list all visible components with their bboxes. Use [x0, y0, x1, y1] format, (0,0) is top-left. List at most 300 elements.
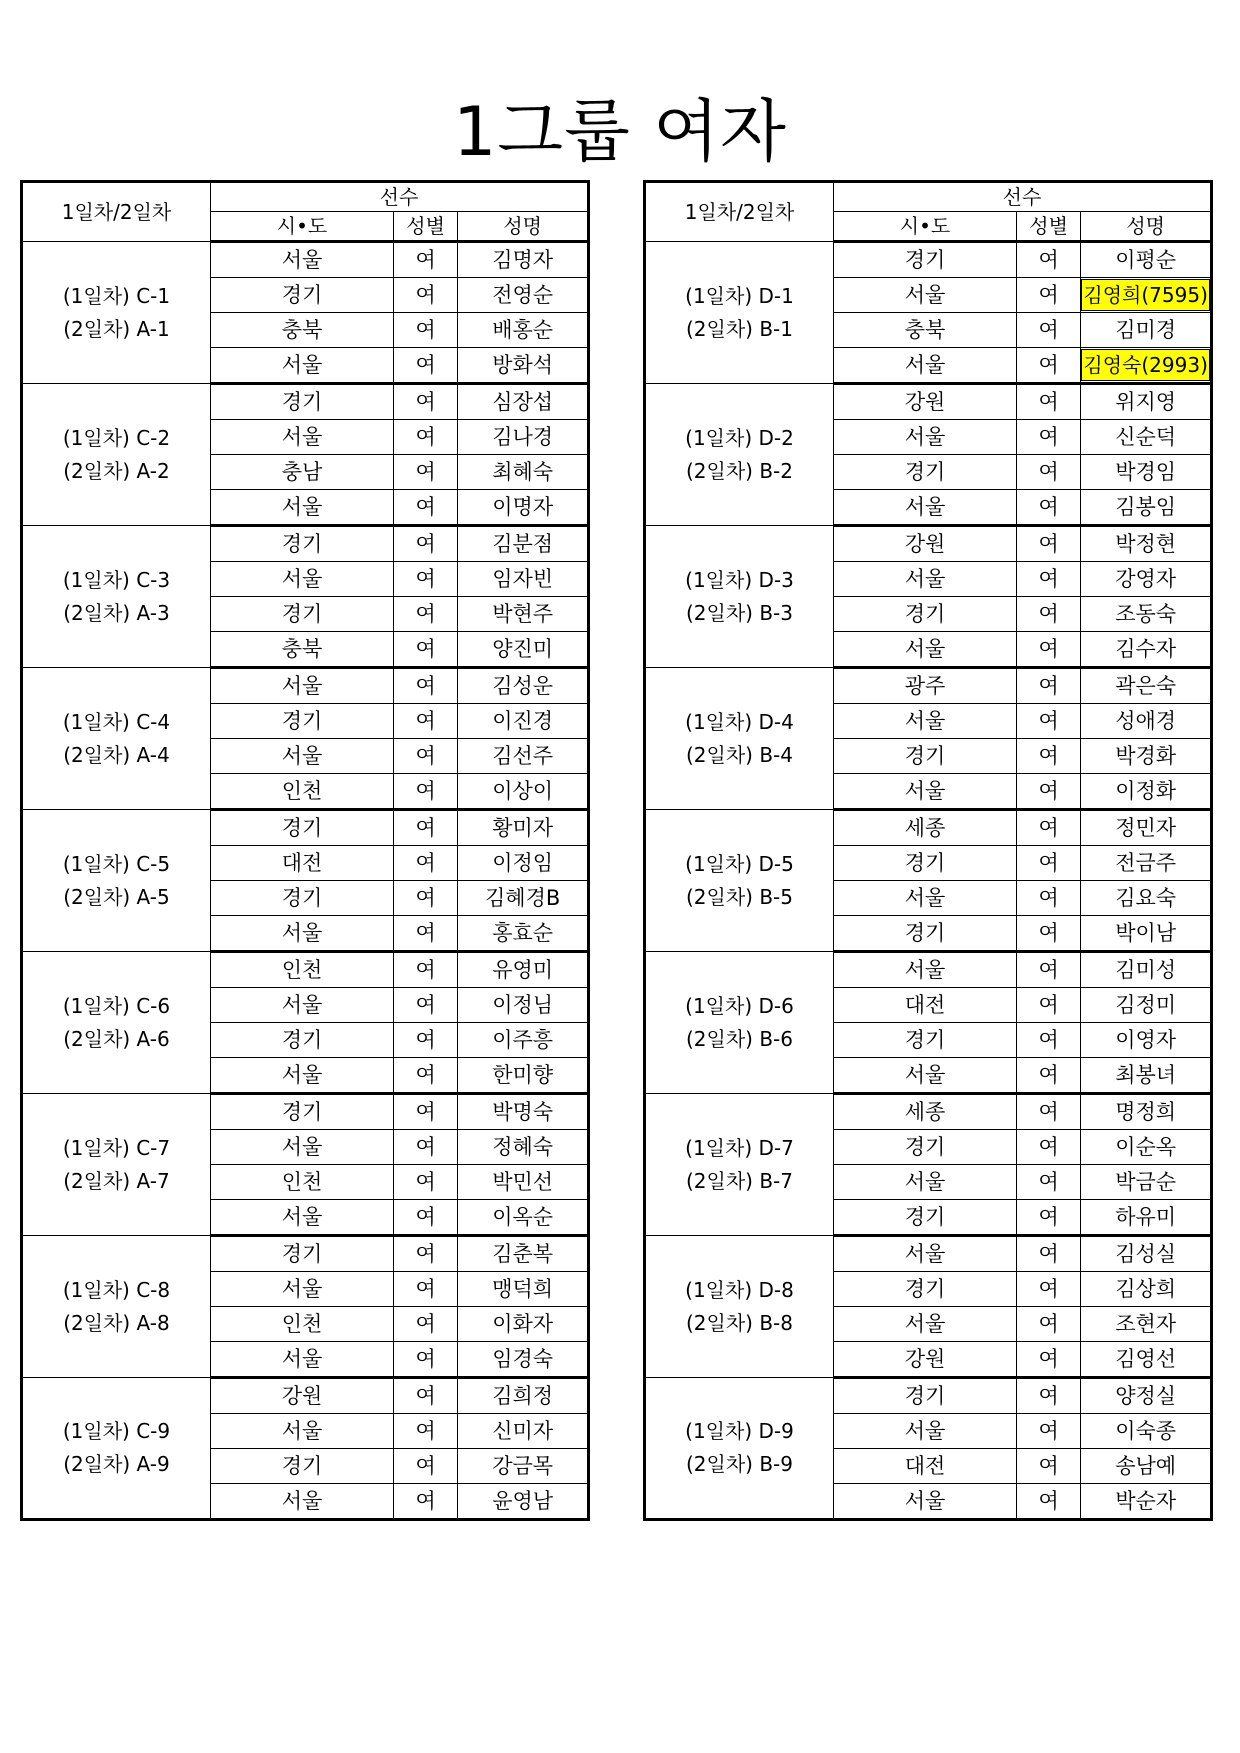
player-region: 서울 [834, 1058, 1017, 1094]
player-gender: 여 [1016, 774, 1080, 810]
player-gender: 여 [1016, 1094, 1080, 1130]
player-gender: 여 [393, 1094, 457, 1130]
player-gender: 여 [1016, 1272, 1080, 1307]
day1-court: (1일차) C-4 [62, 709, 171, 734]
player-region: 서울 [211, 1414, 394, 1449]
player-name [1081, 348, 1212, 384]
player-name [1081, 278, 1212, 313]
player-gender: 여 [393, 810, 457, 846]
player-name: 이명자 [458, 490, 589, 526]
player-region: 서울 [834, 704, 1017, 739]
table-row [645, 952, 1212, 988]
group-label [645, 1378, 834, 1520]
player-name: 김희정 [458, 1378, 589, 1414]
player-gender: 여 [1016, 739, 1080, 774]
day2-court: (2일차) B-9 [686, 1452, 793, 1476]
player-name: 송남예 [1081, 1449, 1212, 1484]
player-gender: 여 [1016, 988, 1080, 1023]
player-name: 유영미 [458, 952, 589, 988]
player-region: 경기 [211, 704, 394, 739]
player-region: 서울 [211, 1058, 394, 1094]
player-gender: 여 [1016, 952, 1080, 988]
player-region: 서울 [211, 1272, 394, 1307]
player-gender: 여 [1016, 1307, 1080, 1342]
player-gender: 여 [1016, 313, 1080, 348]
player-region: 경기 [211, 1023, 394, 1058]
player-gender: 여 [1016, 562, 1080, 597]
day1-court: (1일차) D-7 [685, 1135, 794, 1160]
group-label [22, 1378, 211, 1520]
player-region: 강원 [834, 1342, 1017, 1378]
player-name: 조동숙 [1081, 597, 1212, 632]
player-name: 조현자 [1081, 1307, 1212, 1342]
day1-court: (1일차) C-3 [62, 567, 171, 592]
header-day: 1일차/2일차 [22, 182, 211, 242]
player-name: 신미자 [458, 1414, 589, 1449]
player-name: 박민선 [458, 1165, 589, 1200]
player-region: 서울 [211, 490, 394, 526]
player-name: 윤영남 [458, 1484, 589, 1520]
table-row [22, 952, 589, 988]
day1-court: (1일차) D-9 [685, 1419, 794, 1443]
player-region: 충북 [834, 313, 1017, 348]
header-region: 시•도 [211, 212, 394, 242]
player-gender: 여 [393, 1378, 457, 1414]
player-gender: 여 [393, 384, 457, 420]
player-name: 이상이 [458, 774, 589, 810]
day1-court: (1일차) C-9 [62, 1419, 171, 1443]
player-gender: 여 [393, 1272, 457, 1307]
player-gender: 여 [393, 952, 457, 988]
player-name: 김혜경B [458, 881, 589, 916]
player-name: 김춘복 [458, 1236, 589, 1272]
player-region: 경기 [834, 242, 1017, 278]
player-region: 서울 [834, 632, 1017, 668]
player-gender: 여 [1016, 455, 1080, 490]
player-gender: 여 [1016, 1378, 1080, 1414]
player-gender: 여 [393, 1449, 457, 1484]
day1-court: (1일차) D-2 [685, 425, 794, 450]
group-label [645, 526, 834, 668]
player-gender: 여 [1016, 1236, 1080, 1272]
highlighted-name: 김영희(7595) [1081, 279, 1209, 311]
player-name: 김명자 [458, 242, 589, 278]
player-name: 전영순 [458, 278, 589, 313]
player-gender: 여 [1016, 1165, 1080, 1200]
player-gender: 여 [393, 1058, 457, 1094]
player-gender: 여 [1016, 632, 1080, 668]
player-name: 김정미 [1081, 988, 1212, 1023]
player-name: 명정희 [1081, 1094, 1212, 1130]
player-region: 경기 [834, 1130, 1017, 1165]
day2-court: (2일차) A-2 [63, 458, 170, 483]
day2-court: (2일차) A-1 [63, 316, 170, 341]
player-region: 광주 [834, 668, 1017, 704]
player-name: 양정실 [1081, 1378, 1212, 1414]
player-gender: 여 [393, 455, 457, 490]
table-row [645, 526, 1212, 562]
player-name: 위지영 [1081, 384, 1212, 420]
table-row [645, 810, 1212, 846]
player-name: 홍효순 [458, 916, 589, 952]
day1-court: (1일차) D-8 [685, 1277, 794, 1302]
player-name: 이순옥 [1081, 1130, 1212, 1165]
player-name: 황미자 [458, 810, 589, 846]
player-name: 양진미 [458, 632, 589, 668]
header-region: 시•도 [834, 212, 1017, 242]
group-table-right [643, 180, 1213, 1521]
player-gender: 여 [393, 348, 457, 384]
day2-court: (2일차) A-4 [63, 742, 170, 767]
player-gender: 여 [393, 242, 457, 278]
player-gender: 여 [1016, 846, 1080, 881]
player-name: 방화석 [458, 348, 589, 384]
player-gender: 여 [1016, 526, 1080, 562]
player-name: 맹덕희 [458, 1272, 589, 1307]
group-label [22, 810, 211, 952]
player-region: 인천 [211, 1307, 394, 1342]
table-row [22, 526, 589, 562]
player-region: 충북 [211, 632, 394, 668]
player-region: 세종 [834, 810, 1017, 846]
header-name: 성명 [1081, 212, 1212, 242]
player-region: 서울 [834, 1414, 1017, 1449]
player-gender: 여 [393, 1236, 457, 1272]
player-name: 최봉녀 [1081, 1058, 1212, 1094]
player-region: 충남 [211, 455, 394, 490]
header-gender: 성별 [1016, 212, 1080, 242]
player-region: 경기 [834, 916, 1017, 952]
group-table-left [20, 180, 590, 1521]
player-region: 서울 [834, 562, 1017, 597]
group-label [645, 384, 834, 526]
day1-court: (1일차) C-6 [62, 993, 171, 1018]
player-region: 서울 [834, 952, 1017, 988]
group-label [22, 668, 211, 810]
player-region: 서울 [211, 1484, 394, 1520]
group-label [22, 242, 211, 384]
player-region: 서울 [211, 1130, 394, 1165]
player-region: 대전 [834, 988, 1017, 1023]
player-gender: 여 [393, 881, 457, 916]
player-name: 임자빈 [458, 562, 589, 597]
player-name: 강영자 [1081, 562, 1212, 597]
player-region: 서울 [834, 490, 1017, 526]
player-region: 경기 [211, 597, 394, 632]
player-region: 경기 [211, 1449, 394, 1484]
player-region: 서울 [834, 420, 1017, 455]
player-region: 경기 [834, 1200, 1017, 1236]
page-title: 1그룹 여자 [453, 93, 787, 172]
player-region: 경기 [211, 384, 394, 420]
player-region: 서울 [834, 278, 1017, 313]
player-name: 박금순 [1081, 1165, 1212, 1200]
day2-court: (2일차) A-8 [63, 1310, 170, 1335]
player-region: 강원 [211, 1378, 394, 1414]
player-name: 김선주 [458, 739, 589, 774]
day1-court: (1일차) C-1 [62, 283, 171, 308]
player-region: 서울 [834, 348, 1017, 384]
player-gender: 여 [1016, 420, 1080, 455]
player-region: 서울 [834, 881, 1017, 916]
player-region: 서울 [211, 562, 394, 597]
player-region: 강원 [834, 526, 1017, 562]
table-row [22, 1094, 589, 1130]
day1-court: (1일차) C-8 [62, 1277, 171, 1302]
table-row [645, 242, 1212, 278]
day2-court: (2일차) B-4 [686, 742, 793, 767]
player-name: 박현주 [458, 597, 589, 632]
player-name: 김영선 [1081, 1342, 1212, 1378]
player-region: 경기 [834, 1378, 1017, 1414]
player-name: 이진경 [458, 704, 589, 739]
day2-court: (2일차) B-6 [686, 1026, 793, 1051]
player-gender: 여 [1016, 1342, 1080, 1378]
player-gender: 여 [393, 704, 457, 739]
player-gender: 여 [393, 1414, 457, 1449]
player-region: 서울 [211, 242, 394, 278]
player-region: 경기 [211, 1094, 394, 1130]
player-name: 정혜숙 [458, 1130, 589, 1165]
player-gender: 여 [1016, 1484, 1080, 1520]
player-name: 박경임 [1081, 455, 1212, 490]
player-gender: 여 [393, 632, 457, 668]
table-row [645, 668, 1212, 704]
player-region: 서울 [834, 774, 1017, 810]
player-region: 인천 [211, 1165, 394, 1200]
day1-court: (1일차) D-1 [685, 283, 794, 308]
player-gender: 여 [393, 668, 457, 704]
player-name: 최혜숙 [458, 455, 589, 490]
player-region: 경기 [211, 526, 394, 562]
player-name: 곽은숙 [1081, 668, 1212, 704]
player-name: 이정화 [1081, 774, 1212, 810]
player-gender: 여 [1016, 597, 1080, 632]
player-name: 신순덕 [1081, 420, 1212, 455]
player-name: 임경숙 [458, 1342, 589, 1378]
player-gender: 여 [1016, 490, 1080, 526]
player-gender: 여 [393, 1200, 457, 1236]
header-gender: 성별 [393, 212, 457, 242]
player-name: 김미성 [1081, 952, 1212, 988]
player-gender: 여 [393, 846, 457, 881]
group-label [645, 952, 834, 1094]
header-name: 성명 [458, 212, 589, 242]
day2-court: (2일차) A-3 [63, 600, 170, 625]
group-label [22, 384, 211, 526]
header-day: 1일차/2일차 [645, 182, 834, 242]
player-name: 하유미 [1081, 1200, 1212, 1236]
group-label [22, 526, 211, 668]
player-name: 이정님 [458, 988, 589, 1023]
group-label [22, 1236, 211, 1378]
player-region: 경기 [834, 1023, 1017, 1058]
table-row [22, 1378, 589, 1414]
group-label [22, 952, 211, 1094]
player-gender: 여 [393, 1307, 457, 1342]
player-gender: 여 [393, 1023, 457, 1058]
header-players: 선수 [211, 182, 589, 212]
day1-court: (1일차) C-7 [62, 1135, 171, 1160]
player-gender: 여 [1016, 1200, 1080, 1236]
table-row [22, 242, 589, 278]
player-region: 서울 [834, 1236, 1017, 1272]
player-gender: 여 [393, 313, 457, 348]
day1-court: (1일차) D-3 [685, 567, 794, 592]
player-name: 이정임 [458, 846, 589, 881]
day2-court: (2일차) A-9 [63, 1452, 170, 1476]
day2-court: (2일차) B-3 [686, 600, 793, 625]
day2-court: (2일차) B-8 [686, 1310, 793, 1335]
player-gender: 여 [1016, 1449, 1080, 1484]
player-name: 박경화 [1081, 739, 1212, 774]
player-name: 김나경 [458, 420, 589, 455]
player-region: 서울 [211, 668, 394, 704]
group-label [645, 1094, 834, 1236]
player-gender: 여 [393, 739, 457, 774]
player-name: 성애경 [1081, 704, 1212, 739]
player-region: 강원 [834, 384, 1017, 420]
player-name: 박정현 [1081, 526, 1212, 562]
player-region: 경기 [211, 881, 394, 916]
player-name: 박순자 [1081, 1484, 1212, 1520]
player-name: 정민자 [1081, 810, 1212, 846]
table-row [645, 1094, 1212, 1130]
player-gender: 여 [1016, 668, 1080, 704]
player-name: 이옥순 [458, 1200, 589, 1236]
player-name: 이주흥 [458, 1023, 589, 1058]
player-region: 경기 [834, 739, 1017, 774]
player-region: 인천 [211, 774, 394, 810]
player-name: 한미향 [458, 1058, 589, 1094]
player-name: 배홍순 [458, 313, 589, 348]
group-label [22, 1094, 211, 1236]
player-name: 김분점 [458, 526, 589, 562]
player-gender: 여 [1016, 1414, 1080, 1449]
player-region: 대전 [211, 846, 394, 881]
player-name: 이영자 [1081, 1023, 1212, 1058]
table-row [22, 1236, 589, 1272]
player-gender: 여 [393, 597, 457, 632]
player-gender: 여 [393, 916, 457, 952]
header-players: 선수 [834, 182, 1212, 212]
player-region: 대전 [834, 1449, 1017, 1484]
player-region: 경기 [834, 1272, 1017, 1307]
day2-court: (2일차) B-1 [686, 316, 793, 341]
player-region: 서울 [834, 1307, 1017, 1342]
player-gender: 여 [393, 420, 457, 455]
group-label [645, 242, 834, 384]
day1-court: (1일차) C-2 [62, 425, 171, 450]
player-gender: 여 [393, 1484, 457, 1520]
player-region: 서울 [211, 988, 394, 1023]
player-gender: 여 [1016, 1058, 1080, 1094]
group-label [645, 810, 834, 952]
player-region: 세종 [834, 1094, 1017, 1130]
highlighted-name: 김영숙(2993) [1081, 349, 1209, 381]
player-region: 경기 [834, 597, 1017, 632]
player-name: 이평순 [1081, 242, 1212, 278]
player-region: 서울 [211, 420, 394, 455]
player-name: 이화자 [458, 1307, 589, 1342]
player-name: 김미경 [1081, 313, 1212, 348]
player-name: 김봉임 [1081, 490, 1212, 526]
player-gender: 여 [393, 278, 457, 313]
player-name: 김성운 [458, 668, 589, 704]
group-table-body-right [645, 242, 1212, 1520]
player-gender: 여 [1016, 704, 1080, 739]
table-row [645, 1378, 1212, 1414]
player-region: 서울 [211, 916, 394, 952]
player-gender: 여 [393, 526, 457, 562]
player-region: 경기 [834, 455, 1017, 490]
player-name: 강금목 [458, 1449, 589, 1484]
player-region: 경기 [211, 810, 394, 846]
player-region: 서울 [834, 1165, 1017, 1200]
day2-court: (2일차) A-5 [63, 884, 170, 909]
player-name: 이숙종 [1081, 1414, 1212, 1449]
player-gender: 여 [393, 1130, 457, 1165]
group-label [645, 1236, 834, 1378]
player-gender: 여 [393, 562, 457, 597]
player-name: 김성실 [1081, 1236, 1212, 1272]
player-gender: 여 [393, 774, 457, 810]
table-row [22, 810, 589, 846]
player-region: 인천 [211, 952, 394, 988]
player-name: 김요숙 [1081, 881, 1212, 916]
player-region: 서울 [211, 1342, 394, 1378]
player-gender: 여 [393, 1165, 457, 1200]
player-gender: 여 [1016, 810, 1080, 846]
group-table-body-left [22, 242, 589, 1520]
day1-court: (1일차) D-5 [685, 851, 794, 876]
player-region: 서울 [211, 739, 394, 774]
player-region: 경기 [211, 278, 394, 313]
player-gender: 여 [1016, 348, 1080, 384]
player-gender: 여 [1016, 1130, 1080, 1165]
player-name: 박명숙 [458, 1094, 589, 1130]
player-name: 박이남 [1081, 916, 1212, 952]
player-gender: 여 [1016, 881, 1080, 916]
player-region: 서울 [211, 348, 394, 384]
player-gender: 여 [393, 988, 457, 1023]
player-region: 서울 [211, 1200, 394, 1236]
player-gender: 여 [1016, 1023, 1080, 1058]
table-row [22, 384, 589, 420]
table-row [22, 668, 589, 704]
table-row [645, 1236, 1212, 1272]
day2-court: (2일차) A-6 [63, 1026, 170, 1051]
day2-court: (2일차) B-7 [686, 1168, 793, 1193]
day2-court: (2일차) B-5 [686, 884, 793, 909]
player-name: 김상희 [1081, 1272, 1212, 1307]
player-region: 충북 [211, 313, 394, 348]
player-gender: 여 [1016, 278, 1080, 313]
player-gender: 여 [1016, 242, 1080, 278]
player-name: 김수자 [1081, 632, 1212, 668]
day2-court: (2일차) A-7 [63, 1168, 170, 1193]
player-gender: 여 [1016, 384, 1080, 420]
player-region: 경기 [211, 1236, 394, 1272]
day2-court: (2일차) B-2 [686, 458, 793, 483]
day1-court: (1일차) D-6 [685, 993, 794, 1018]
group-label [645, 668, 834, 810]
player-name: 심장섭 [458, 384, 589, 420]
table-row [645, 384, 1212, 420]
day1-court: (1일차) D-4 [685, 709, 794, 734]
player-name: 전금주 [1081, 846, 1212, 881]
day1-court: (1일차) C-5 [62, 851, 171, 876]
